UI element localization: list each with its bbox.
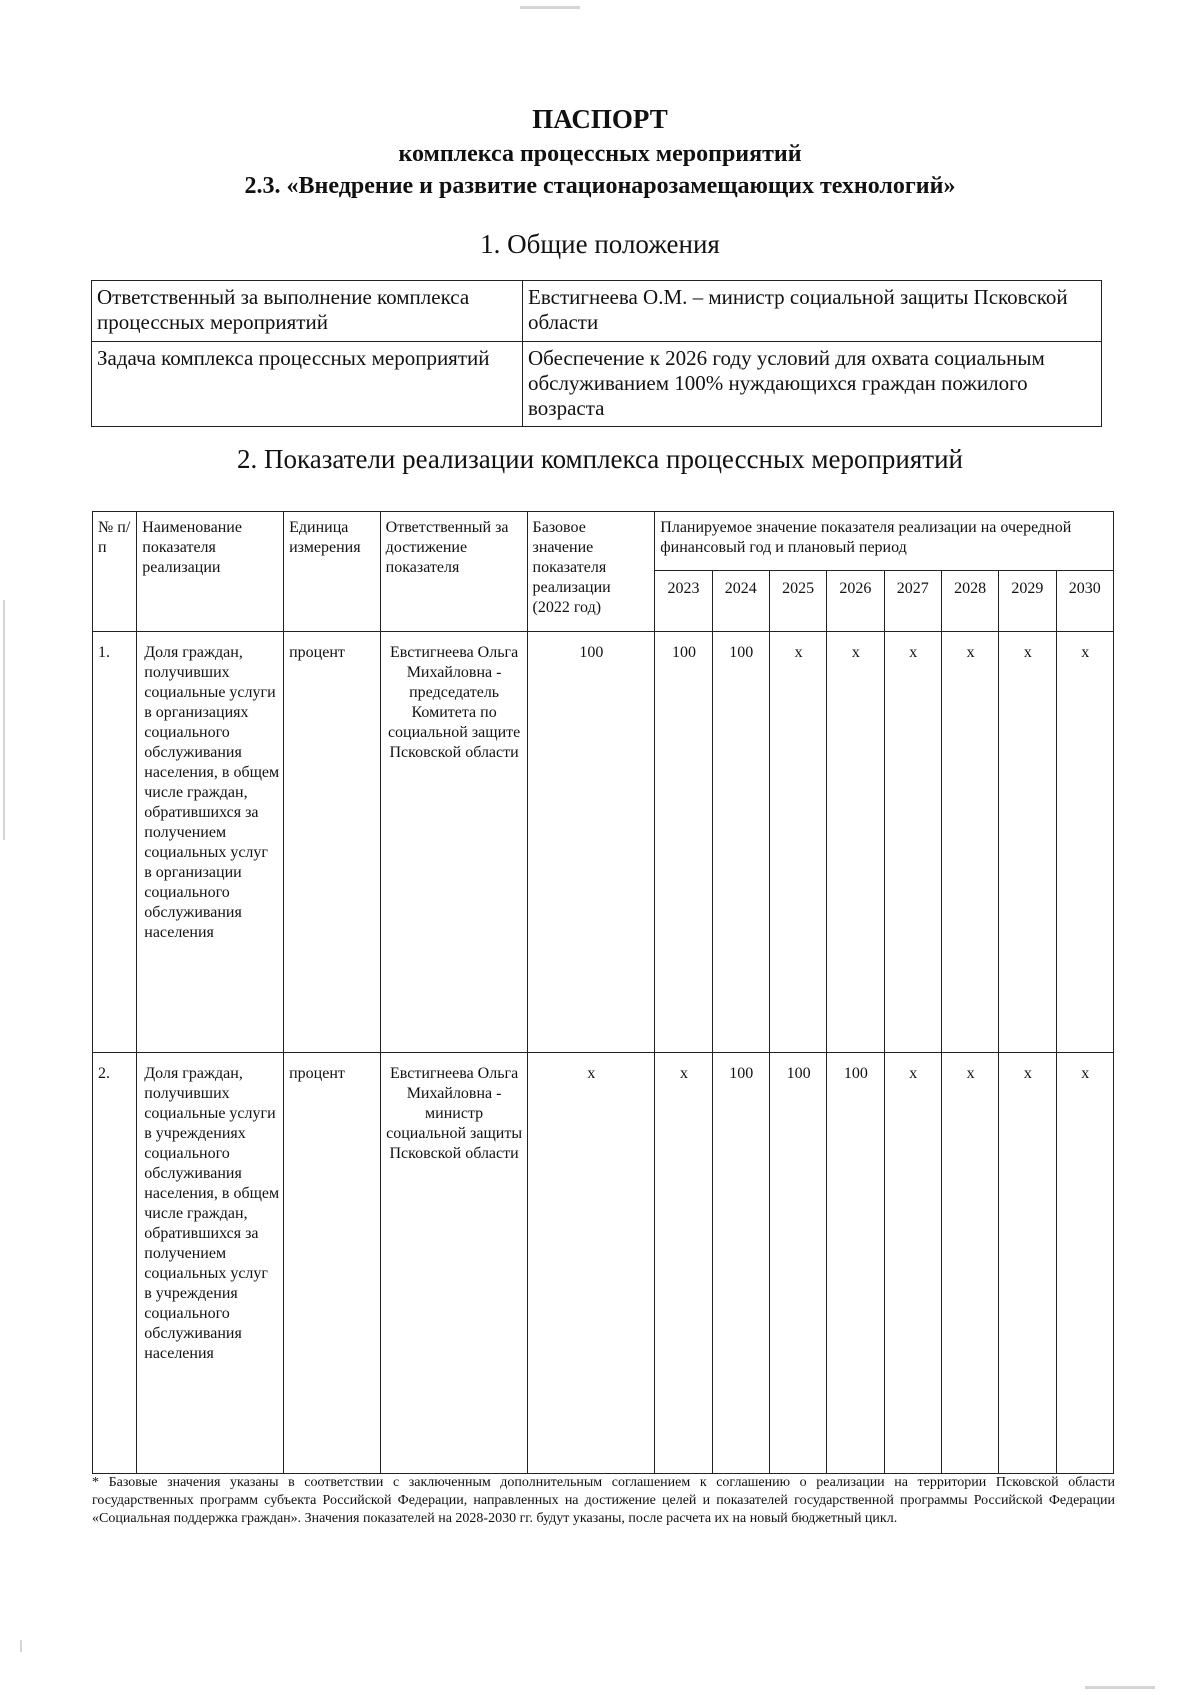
header-name: Наименование показателя реализации: [137, 512, 284, 632]
row-value: Евстигнеева О.М. – министр социальной защиты Псковской области: [523, 281, 1102, 342]
indicator-name: Доля граждан, получивших социальные услуги в организациях социального обслуживания населения, в общем числе граждан, обратившихся за получением социальных услуг в организации социального обслуживания населения: [137, 632, 284, 1053]
planned-value: x: [884, 632, 941, 1053]
section-heading-general: 1. Общие положения: [480, 229, 720, 259]
footnote: * Базовые значения указаны в соответствии с заключенным дополнительным соглашением к соглашению о реализации на территории Псковской области государственных программ субъекта Российской Федерации, направленных на достижение целей и показателей государственной программы Российской Федерации «Социальная поддержка граждан». Значения показателей на 2028-2030 гг. будут указаны, после расчета их на новый бюджетный цикл.: [92, 1475, 1115, 1526]
row-value: Обеспечение к 2026 году условий для охвата социальным обслуживанием 100% нуждающихся граждан пожилого возраста: [523, 342, 1102, 427]
planned-value: x: [769, 632, 826, 1053]
planned-value: x: [655, 1053, 712, 1474]
table-header-row: [93, 512, 1114, 571]
base-value: x: [527, 1053, 655, 1474]
header-year: 2023: [655, 571, 712, 632]
planned-value: 100: [655, 632, 712, 1053]
header-year: 2027: [884, 571, 941, 632]
header-unit: Единица измерения: [284, 512, 381, 632]
header-year: 2026: [827, 571, 884, 632]
row-number: 2.: [93, 1053, 137, 1474]
table-row: [93, 632, 1114, 1053]
document-title: ПАСПОРТ: [532, 104, 668, 134]
table-row: [93, 1053, 1114, 1474]
scan-mark: [1085, 1686, 1155, 1689]
planned-value: x: [884, 1053, 941, 1474]
planned-value: x: [941, 632, 998, 1053]
planned-value: x: [1056, 632, 1113, 1053]
table-row: [92, 281, 1102, 342]
header-num: № п/п: [93, 512, 137, 632]
header-year: 2028: [941, 571, 998, 632]
indicator-responsible: Евстигнеева Ольга Михайловна - председатель Комитета по социальной защите Псковской области: [380, 632, 527, 1053]
planned-value: 100: [827, 1053, 884, 1474]
row-number: 1.: [93, 632, 137, 1053]
indicators-table: [92, 511, 1114, 1474]
complex-name: 2.3. «Внедрение и развитие стационарозамещающих технологий»: [244, 173, 956, 199]
indicator-unit: процент: [284, 632, 381, 1053]
header-year: 2029: [999, 571, 1056, 632]
planned-value: 100: [712, 1053, 769, 1474]
indicator-name: Доля граждан, получивших социальные услуги в учреждениях социального обслуживания населения, в общем числе граждан, обратившихся за получением социальных услуг в учреждения социального обслуживания населения: [137, 1053, 284, 1474]
header-year: 2025: [769, 571, 826, 632]
row-key: Задача комплекса процессных мероприятий: [92, 342, 523, 427]
scan-mark: [520, 6, 580, 9]
row-key: Ответственный за выполнение комплекса процессных мероприятий: [92, 281, 523, 342]
general-provisions-table: [91, 280, 1102, 427]
header-planned-values: Планируемое значение показателя реализации на очередной финансовый год и плановый период: [655, 512, 1114, 571]
planned-value: 100: [769, 1053, 826, 1474]
header-year: 2030: [1056, 571, 1113, 632]
header-year: 2024: [712, 571, 769, 632]
indicator-responsible: Евстигнеева Ольга Михайловна - министр социальной защиты Псковской области: [380, 1053, 527, 1474]
header-responsible: Ответственный за достижение показателя: [380, 512, 527, 632]
table-row: [92, 342, 1102, 427]
scan-mark: [20, 1640, 22, 1652]
document-subtitle: комплекса процессных мероприятий: [398, 141, 802, 167]
planned-value: x: [999, 1053, 1056, 1474]
planned-value: x: [827, 632, 884, 1053]
planned-value: x: [1056, 1053, 1113, 1474]
planned-value: 100: [712, 632, 769, 1053]
planned-value: x: [941, 1053, 998, 1474]
section-heading-indicators: 2. Показатели реализации комплекса процессных мероприятий: [237, 444, 963, 474]
header-base-value: Базовое значение показателя реализации (2022 год): [527, 512, 655, 632]
base-value: 100: [527, 632, 655, 1053]
planned-value: x: [999, 632, 1056, 1053]
scan-mark: [3, 600, 5, 840]
indicator-unit: процент: [284, 1053, 381, 1474]
